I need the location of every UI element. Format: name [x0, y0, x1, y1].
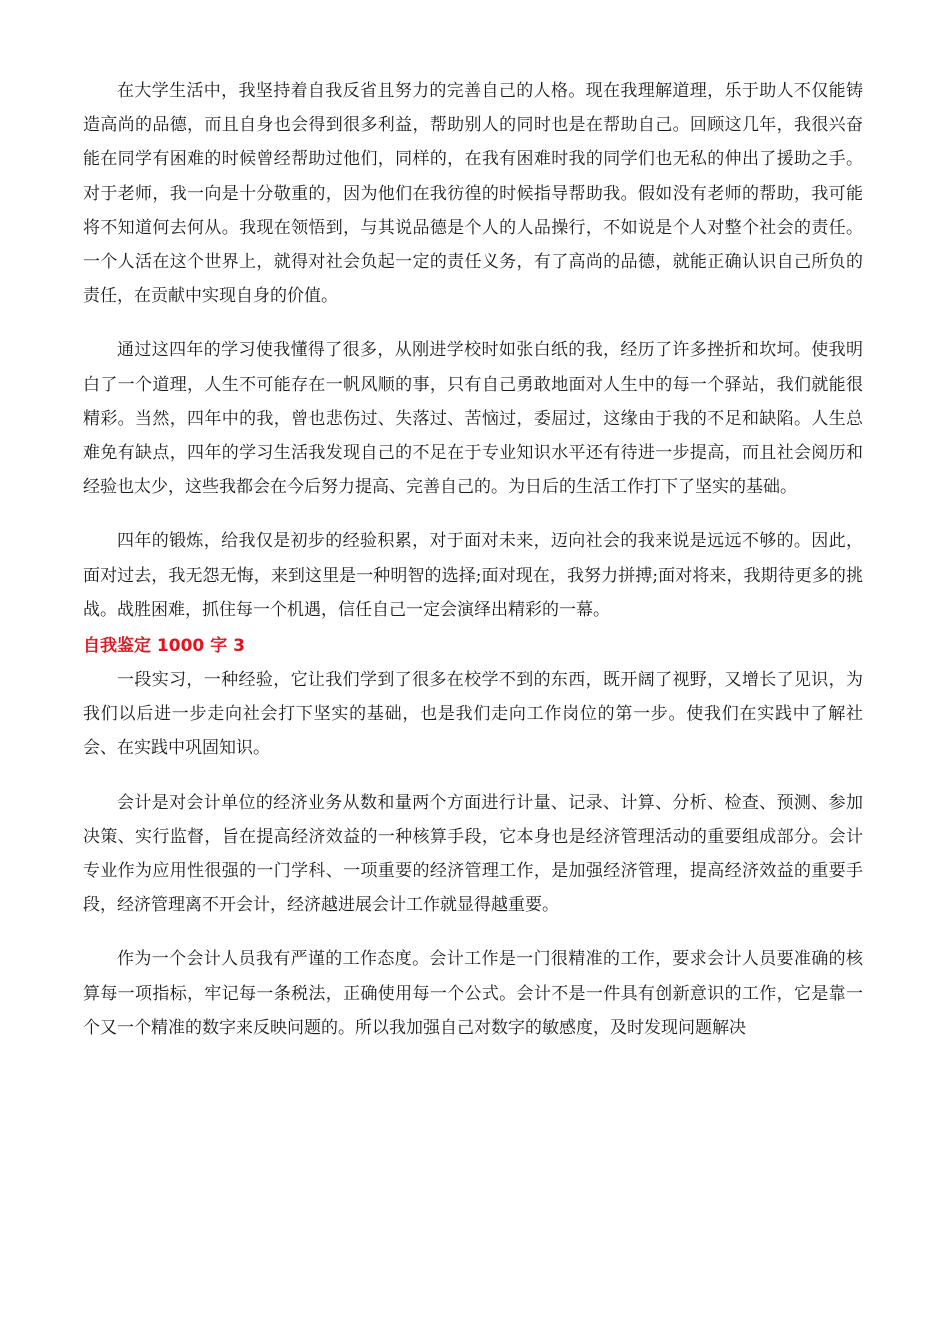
section-heading: 自我鉴定 1000 字 3 — [83, 636, 245, 657]
paragraph-accounting: 会计是对会计单位的经济业务从数和量两个方面进行计量、记录、计算、分析、检查、预测、参加决策、实行监督，旨在提高经济效益的一种核算手段，它本身也是经济管理活动的重要组成部分。会计专业作为应用性很强的一门学科、一项重要的经济管理工作，是加强经济管理，提高经济效益的重要手段，经济管理离不开会计，经济越进展会计工作就显得越重要。 — [83, 792, 863, 916]
paragraph-four-years: 通过这四年的学习使我懂得了很多，从刚进学校时如张白纸的我，经历了许多挫折和坎坷。使我明白了一个道理，人生不可能存在一帆风顺的事，只有自己勇敢地面对人生中的每一个驿站，我们就能很精彩。当然，四年中的我，曾也悲伤过、失落过、苦恼过，委屈过，这缘由于我的不足和缺陷。人生总难免有缺点，四年的学习生活我发现自己的不足在于专业知识水平还有待进一步提高，而且社会阅历和经验也太少，这些我都会在今后努力提高、完善自己的。为日后的生活工作打下了坚实的基础。 — [83, 340, 863, 498]
paragraph-internship: 一段实习，一种经验，它让我们学到了很多在校学不到的东西，既开阔了视野，又增长了见识，为我们以后进一步走向社会打下坚实的基础，也是我们走向工作岗位的第一步。使我们在实践中了解社会、在实践中巩固知识。 — [83, 670, 863, 759]
document-body — [83, 74, 863, 1065]
paragraph-character: 在大学生活中，我坚持着自我反省且努力的完善自己的人格。现在我理解道理，乐于助人不仅能铸造高尚的品德，而且自身也会得到很多利益，帮助别人的同时也是在帮助自己。回顾这几年，我很兴奋能在同学有困难的时候曾经帮助过他们，同样的，在我有困难时我的同学们也无私的伸出了援助之手。对于老师，我一向是十分敬重的，因为他们在我彷徨的时候指导帮助我。假如没有老师的帮助，我可能将不知道何去何从。我现在领悟到，与其说品德是个人的人品操行，不如说是个人对整个社会的责任。一个人活在这个世界上，就得对社会负起一定的责任义务，有了高尚的品德，就能正确认识自己所负的责任，在贡献中实现自身的价值。 — [83, 81, 863, 307]
paragraph-attitude: 作为一个会计人员我有严谨的工作态度。会计工作是一门很精准的工作，要求会计人员要准确的核算每一项指标，牢记每一条税法，正确使用每一个公式。会计不是一件具有创新意识的工作，它是靠一个又一个精准的数字来反映问题的。所以我加强自己对数字的敏感度，及时发现问题解决 — [83, 949, 863, 1038]
paragraph-future: 四年的锻炼，给我仅是初步的经验积累，对于面对未来，迈向社会的我来说是远远不够的。因此，面对过去，我无怨无悔，来到这里是一种明智的选择;面对现在，我努力拼搏;面对将来，我期待更多的挑战。战胜困难，抓住每一个机遇，信任自己一定会演绎出精彩的一幕。 — [83, 531, 863, 620]
